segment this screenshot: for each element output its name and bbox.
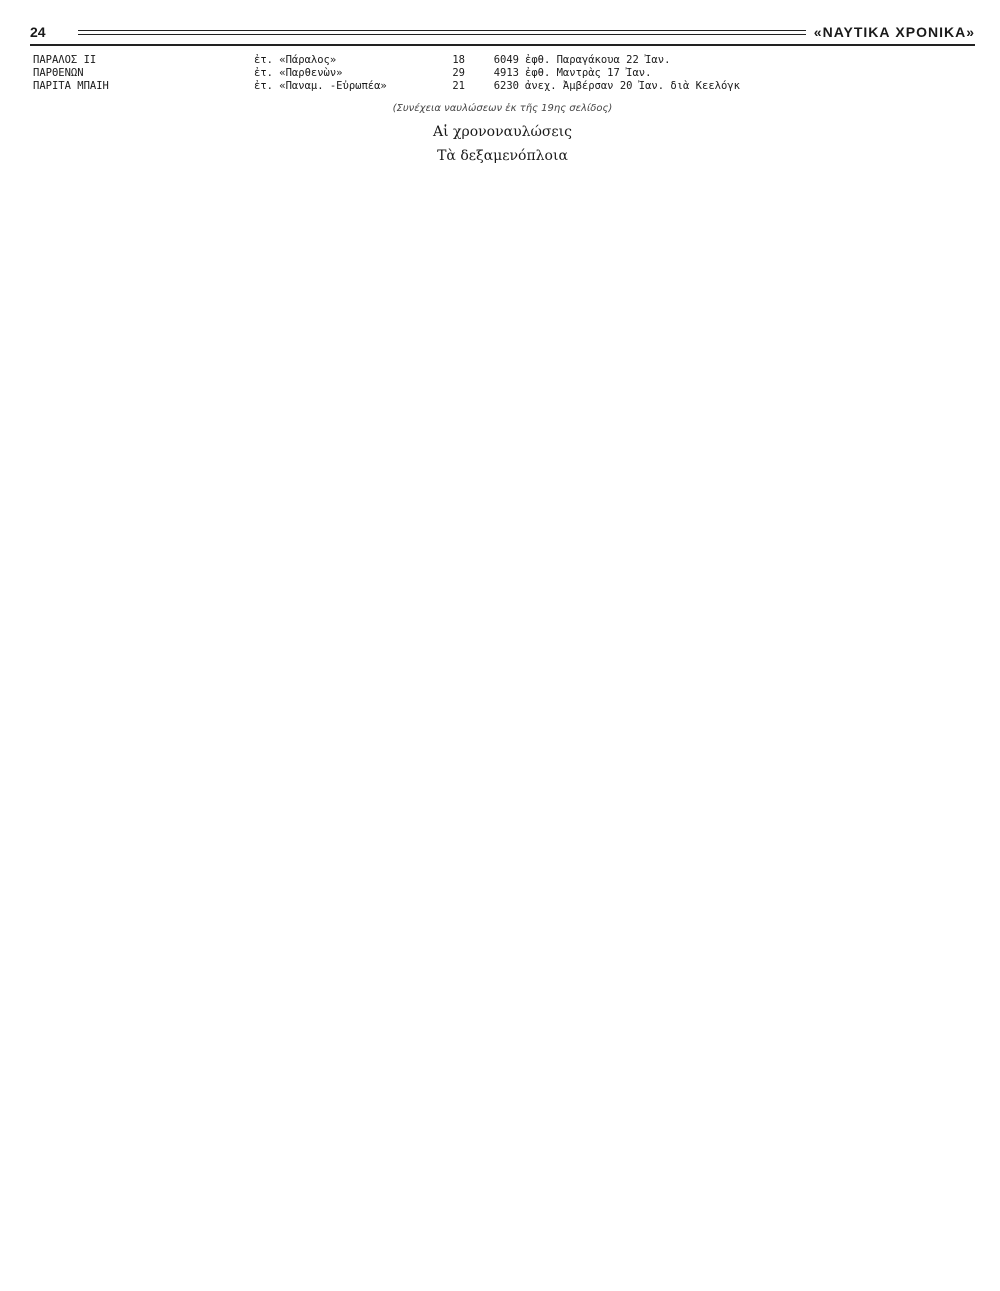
register-tons: 6230	[493, 80, 519, 92]
register-position: ἐφθ. Παραγάκουα 22 Ἰαν.	[525, 54, 671, 66]
section-title-charters: Αἱ χρονοναυλώσεις	[432, 124, 573, 140]
journal-title: «ΝΑΥΤΙΚΑ ΧΡΟΝΙΚΑ»	[813, 24, 975, 40]
register-tons: 4913	[493, 67, 519, 79]
register-position: ἀνεχ. Ἀμβέρσαν 20 Ἰαν. διὰ Κεελόγκ	[525, 80, 740, 92]
section-title-tankers: Τὰ δεξαμενόπλοια	[437, 148, 568, 164]
register-position: ἐφθ. Μαντρὰς 17 Ἰαν.	[525, 67, 652, 79]
register-days: 18	[452, 54, 465, 66]
register-days: 29	[452, 67, 465, 79]
page-number: 24	[30, 24, 46, 40]
register-days: 21	[452, 80, 465, 92]
page-header	[30, 20, 975, 46]
register-owner: ἐτ. «Παρθενὼν»	[254, 67, 343, 79]
register-row	[30, 67, 975, 80]
register-tons: 6049	[493, 54, 519, 66]
register-owner: ἐτ. «Παναμ. -Εὐρωπέα»	[254, 80, 387, 92]
header-rule	[78, 30, 806, 35]
register-owner: ἐτ. «Πάραλος»	[254, 54, 337, 66]
register-name: ΠΑΡΘΕΝΩΝ	[33, 67, 84, 79]
continued-note: (Συνέχεια ναυλώσεων ἐκ τῆς 19ης σελίδος)	[392, 103, 613, 114]
ship-register-table	[30, 54, 975, 93]
register-name: ΠΑΡΙΤΑ ΜΠΑΙΗ	[33, 80, 109, 92]
register-row	[30, 54, 975, 67]
register-row	[30, 80, 975, 93]
newspaper-page	[30, 20, 975, 1270]
register-name: ΠΑΡΑΛΟΣ ΙΙ	[33, 54, 97, 66]
